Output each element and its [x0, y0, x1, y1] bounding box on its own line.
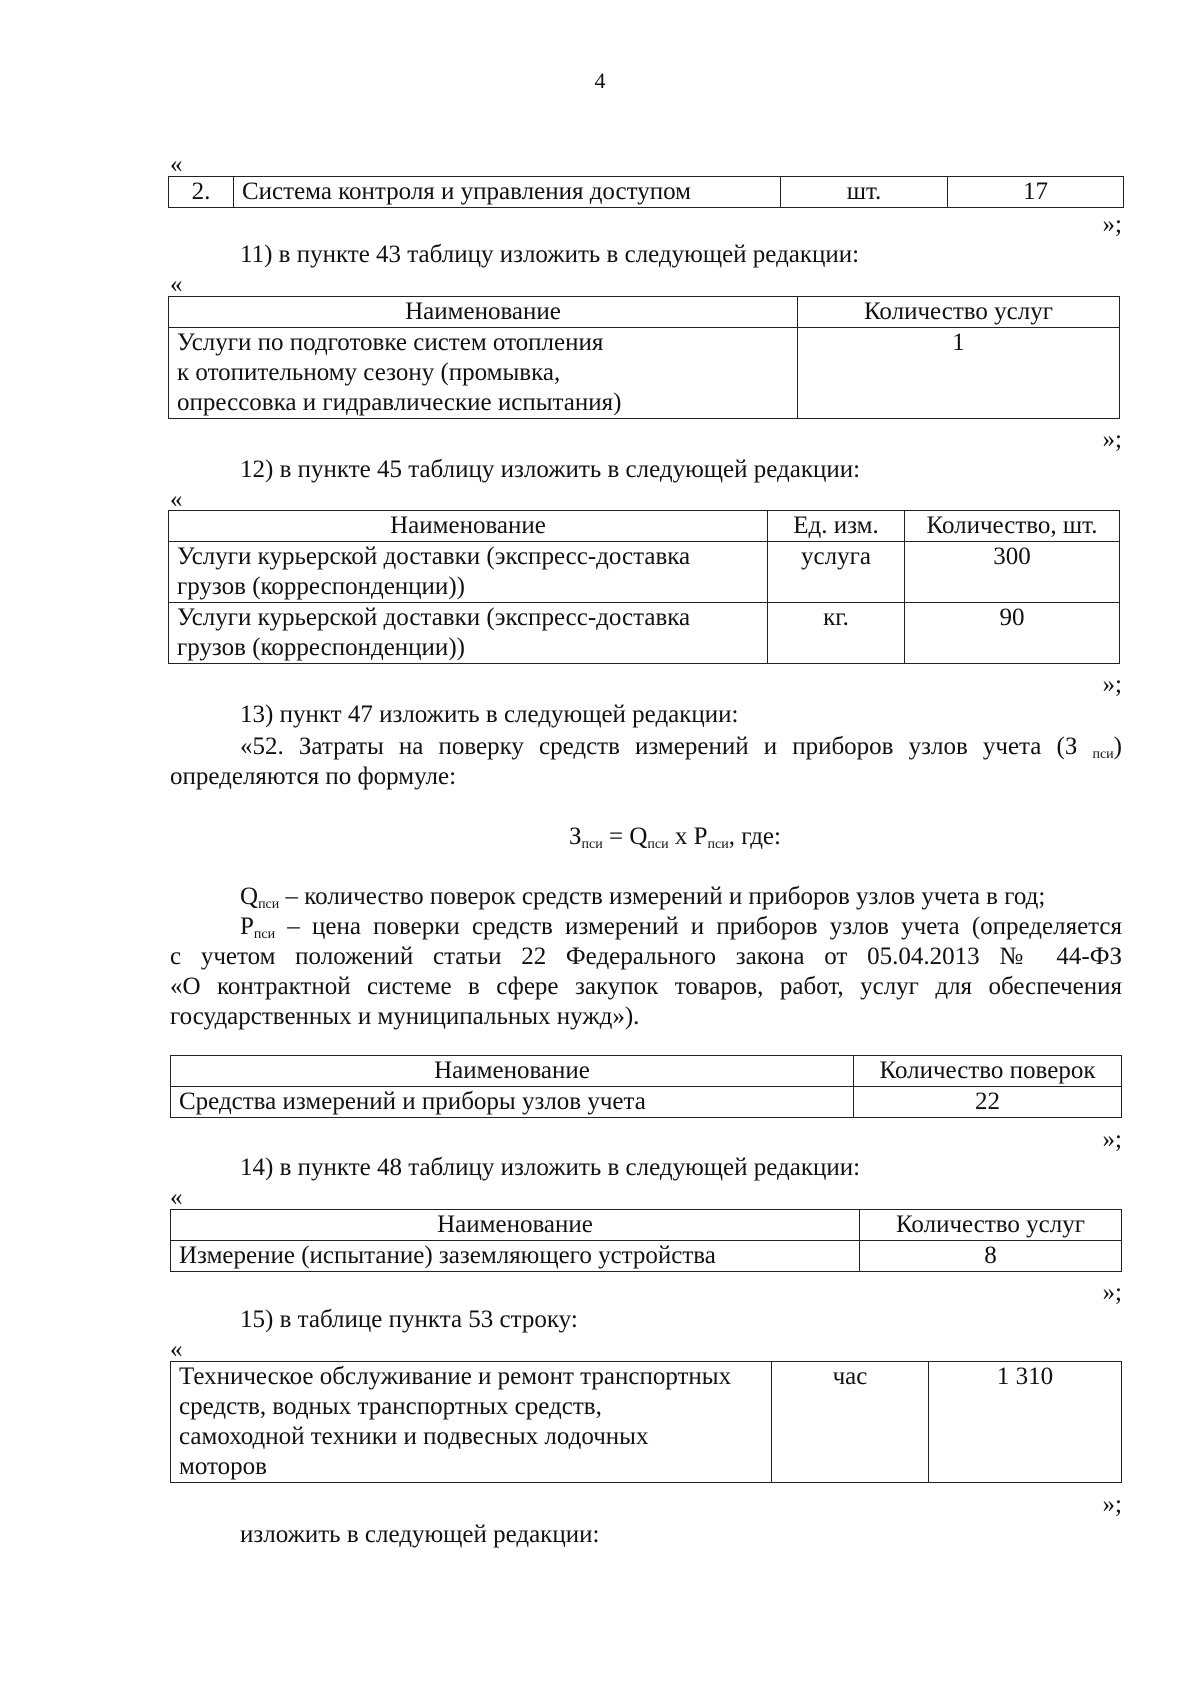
cell-name: Измерение (испытание) заземляющего устройства — [171, 1241, 860, 1272]
q-symbol: Q — [240, 883, 259, 910]
cell-qty: 22 — [854, 1087, 1122, 1118]
p-definition-line2: с учетом положений статьи 22 Федерального закона от 05.04.2013 № 44-ФЗ — [170, 943, 1122, 970]
subscript: пси — [581, 837, 603, 852]
table-row — [169, 328, 1120, 419]
cell-name: Средства измерений и приборы узлов учета — [171, 1087, 854, 1118]
cell-line: Услуги по подготовке систем отопления — [177, 329, 604, 356]
p52-line1: «52. Затраты на поверку средств измерений и приборов узлов учета (З $_{пси}$) — [240, 733, 1122, 762]
formula-x: x P — [668, 823, 708, 850]
table-top — [168, 176, 1124, 208]
table-verification — [170, 1055, 1122, 1118]
cell-qty: 90 — [905, 603, 1120, 664]
cell-line: Техническое обслуживание и ремонт транспортных — [179, 1363, 732, 1390]
header-unit: Ед. изм. — [768, 511, 905, 542]
open-quote: « — [170, 271, 183, 298]
cell-name — [169, 603, 768, 664]
cell-line: грузов (корреспонденции)) — [177, 634, 465, 661]
subscript: пси — [647, 837, 669, 852]
close-quote: »; — [1102, 1126, 1122, 1153]
header-name: Наименование — [169, 511, 768, 542]
open-quote: « — [170, 1184, 183, 1211]
table-row — [171, 1241, 1122, 1272]
item-12: 12) в пункте 45 таблицу изложить в следующей редакции: — [240, 456, 861, 483]
p52-line2: определяются по формуле: — [170, 763, 457, 790]
item-13: 13) пункт 47 изложить в следующей редакции: — [240, 701, 739, 728]
p-definition-line3: «О контрактной системе в сфере закупок товаров, работ, услуг для обеспечения — [170, 973, 1122, 1000]
subscript: пси — [707, 837, 729, 852]
open-quote: « — [170, 486, 183, 513]
open-quote: « — [170, 1336, 183, 1363]
formula — [0, 822, 1200, 860]
cell-qty: 1 310 — [929, 1362, 1122, 1483]
close-quote: »; — [1102, 211, 1122, 238]
subscript: пси — [258, 897, 280, 912]
cell-line: грузов (корреспонденции)) — [177, 573, 465, 600]
final-line: изложить в следующей редакции: — [240, 1521, 600, 1548]
header-name: Наименование — [169, 297, 798, 328]
p-symbol: P — [240, 913, 254, 940]
subscript: пси — [1092, 747, 1114, 762]
cell-line: самоходной техники и подвесных лодочных — [179, 1423, 649, 1450]
p-text: – цена поверки средств измерений и приборов узлов учета (определяется — [275, 913, 1122, 940]
close-quote: »; — [1102, 1491, 1122, 1518]
cell-line: Услуги курьерской доставки (экспресс-доставка — [177, 543, 691, 570]
table-45 — [168, 510, 1120, 664]
cell-qty: 8 — [860, 1241, 1122, 1272]
table-48 — [170, 1209, 1122, 1272]
p52-text: «52. Затраты на поверку средств измерений и приборов узлов учета (З — [240, 733, 1078, 760]
item-11: 11) в пункте 43 таблицу изложить в следующей редакции: — [240, 241, 860, 268]
close-quote: »; — [1102, 1279, 1122, 1306]
cell-line: средств, водных транспортных средств, — [179, 1393, 602, 1420]
header-name: Наименование — [171, 1056, 854, 1087]
cell-unit: час — [772, 1362, 929, 1483]
header-qty: Количество поверок — [854, 1056, 1122, 1087]
cell-qty: 17 — [948, 177, 1124, 208]
table-row — [169, 177, 1124, 208]
close-quote: »; — [1102, 671, 1122, 698]
header-row — [171, 1056, 1122, 1087]
cell-name — [169, 328, 798, 419]
cell-line: моторов — [179, 1453, 267, 1480]
item-15: 15) в таблице пункта 53 строку: — [240, 1306, 578, 1333]
cell-qty: 300 — [905, 542, 1120, 603]
table-row — [171, 1087, 1122, 1118]
table-row — [169, 603, 1120, 664]
table-row — [169, 542, 1120, 603]
header-row — [171, 1210, 1122, 1241]
table-43 — [168, 296, 1120, 419]
header-name: Наименование — [171, 1210, 860, 1241]
cell-line: опрессовка и гидравлические испытания) — [177, 389, 622, 416]
formula-z: З — [569, 823, 582, 850]
cell-unit: шт. — [781, 177, 948, 208]
cell-name — [171, 1362, 772, 1483]
table-row — [171, 1362, 1122, 1483]
close-quote: »; — [1102, 426, 1122, 453]
page-number: 4 — [594, 68, 606, 93]
formula-eq: = Q — [602, 823, 648, 850]
subscript: пси — [253, 927, 276, 942]
item-14: 14) в пункте 48 таблицу изложить в следующей редакции: — [240, 1154, 861, 1181]
cell-line: к отопительному сезону (промывка, — [177, 359, 561, 386]
header-row — [169, 297, 1120, 328]
cell-num: 2. — [169, 177, 234, 208]
cell-qty: 1 — [798, 328, 1120, 419]
q-text: – количество поверок средств измерений и приборов узлов учета в год; — [279, 883, 1046, 910]
cell-line: Услуги курьерской доставки (экспресс-доставка — [177, 604, 691, 631]
cell-name: Система контроля и управления доступом — [234, 177, 781, 208]
table-53 — [170, 1361, 1122, 1483]
cell-unit: кг. — [768, 603, 905, 664]
cell-unit: услуга — [768, 542, 905, 603]
header-qty: Количество, шт. — [905, 511, 1120, 542]
p-definition-line4: государственных и муниципальных нужд»). — [170, 1003, 640, 1030]
header-qty: Количество услуг — [860, 1210, 1122, 1241]
formula-tail: , где: — [728, 823, 781, 850]
header-qty: Количество услуг — [798, 297, 1120, 328]
open-quote: « — [170, 151, 183, 178]
cell-name — [169, 542, 768, 603]
header-row — [169, 511, 1120, 542]
